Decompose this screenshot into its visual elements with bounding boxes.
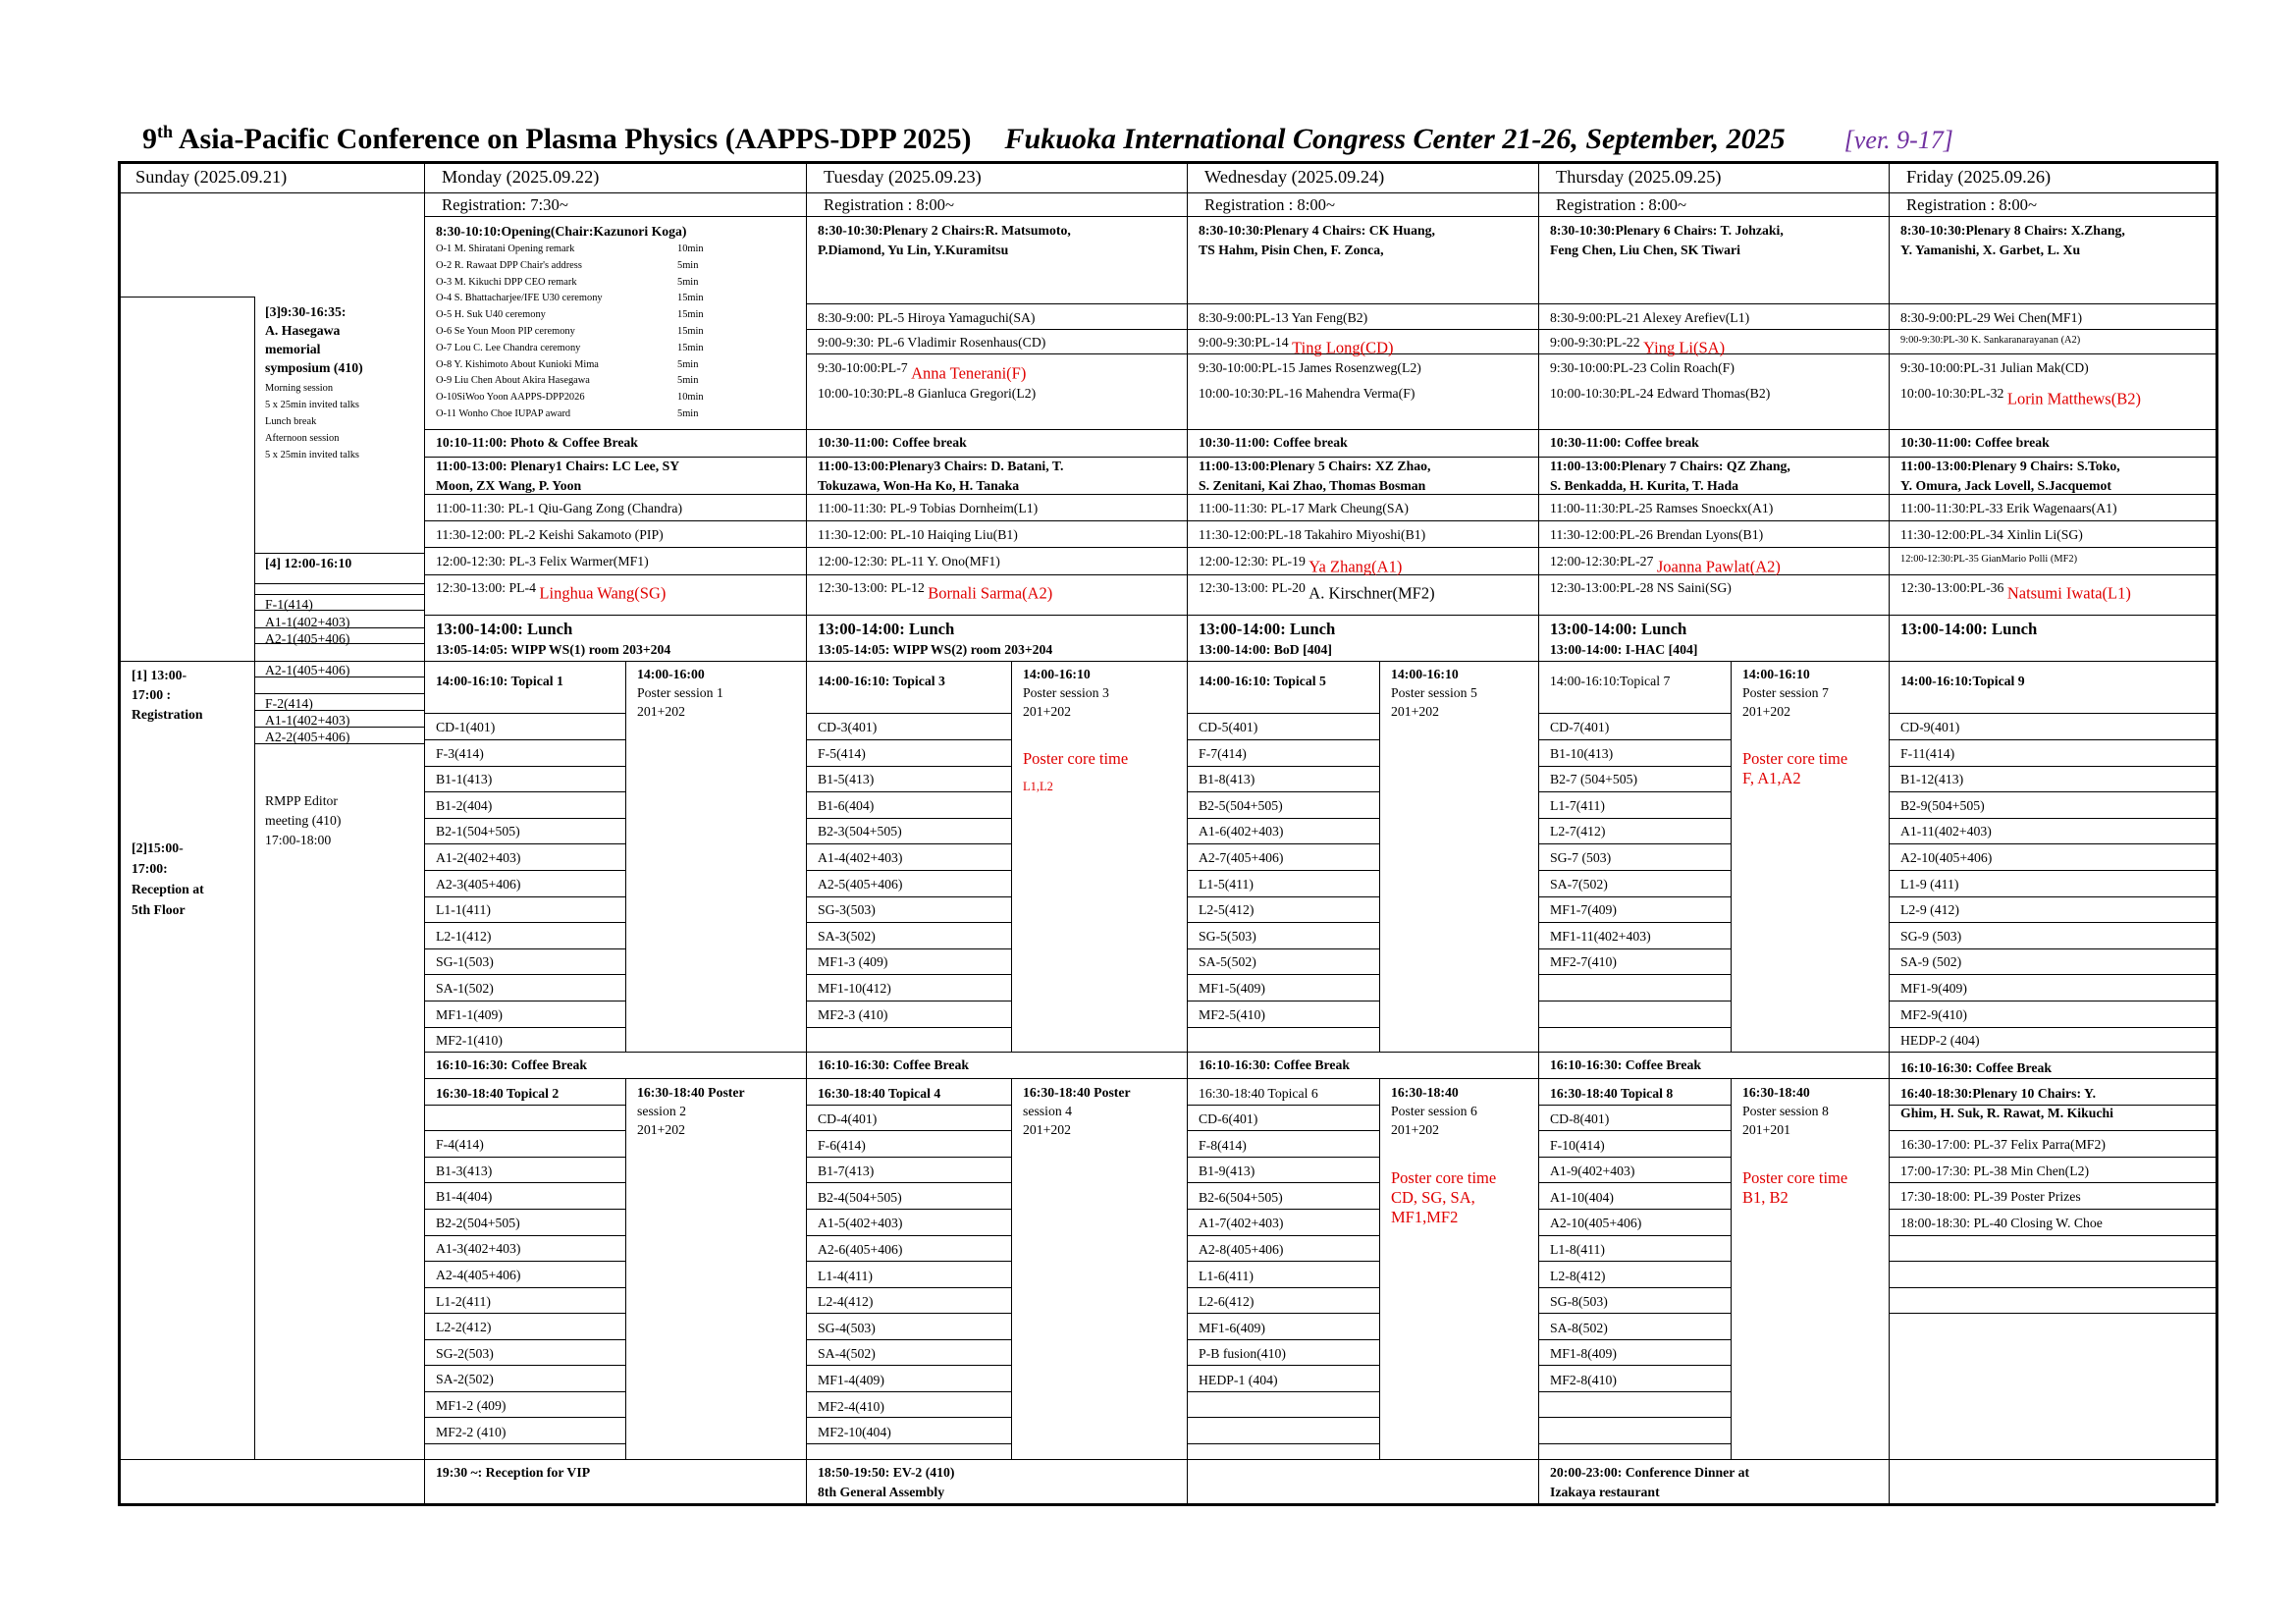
poster-core-time: Poster core time xyxy=(1742,749,1848,768)
session-room: HEDP-2 (404) xyxy=(1900,1033,1980,1049)
session-room: HEDP-1 (404) xyxy=(1199,1373,1278,1387)
symposium-note: Lunch break xyxy=(265,416,317,427)
plenary-talk: 8:30-9:00:PL-29 Wei Chen(MF1) xyxy=(1900,310,2083,325)
session-room: SG-9 (503) xyxy=(1900,928,1962,944)
sunday-reception: Reception at xyxy=(132,882,204,896)
session-room: F-3(414) xyxy=(436,745,484,761)
session-room: F-4(414) xyxy=(436,1137,484,1152)
opening-item-duration: 5min xyxy=(677,358,699,370)
session-room: SG-5(503) xyxy=(1199,928,1256,944)
session-room: B2-3(504+505) xyxy=(818,824,902,839)
opening-item-duration: 5min xyxy=(677,408,699,419)
poster-session: 14:00-16:10 xyxy=(1391,667,1459,681)
plenary-session: 11:00-13:00:Plenary 5 Chairs: XZ Zhao, xyxy=(1199,459,1431,473)
symposium-title: symposium (410) xyxy=(265,360,363,375)
opening-session: 8:30-10:10:Opening(Chair:Kazunori Koga) xyxy=(436,224,687,239)
poster-session: session 2 xyxy=(637,1104,687,1118)
plenary-session: P.Diamond, Yu Lin, Y.Kuramitsu xyxy=(818,243,1009,257)
opening-item: O-3 M. Kikuchi DPP CEO remark xyxy=(436,276,577,288)
session-room: MF1-8(409) xyxy=(1550,1346,1617,1362)
coffee-break: 10:30-11:00: Coffee break xyxy=(1550,435,1699,450)
plenary-session: 8:30-10:30:Plenary 6 Chairs: T. Johzaki, xyxy=(1550,223,1784,238)
session-room: B2-9(504+505) xyxy=(1900,797,1985,813)
session-room: B2-5(504+505) xyxy=(1199,797,1283,813)
plenary-talk: 9:00-9:30: PL-6 Vladimir Rosenhaus(CD) xyxy=(818,335,1046,350)
poster-session: 16:30-18:40 Poster xyxy=(637,1085,745,1100)
plenary-session: Y. Yamanishi, X. Garbet, L. Xu xyxy=(1900,243,2081,257)
plenary-talk: $^{9:00-9:30:PL-14}$ Ting Long(CD) xyxy=(1199,335,1394,357)
poster-core-time: Poster core time xyxy=(1742,1168,1848,1187)
sunday-block4: [4] 12:00-16:10 xyxy=(265,556,352,570)
session-room: MF1-10(412) xyxy=(818,981,891,996)
opening-item-duration: 15min xyxy=(677,309,704,321)
poster-session: Poster session 3 xyxy=(1023,685,1109,700)
session-room: A1-2(402+403) xyxy=(436,850,521,865)
session-room: MF2-4(410) xyxy=(818,1398,884,1414)
symposium-note: Afternoon session xyxy=(265,433,340,444)
plenary-session: 11:00-13:00:Plenary 7 Chairs: QZ Zhang, xyxy=(1550,459,1790,473)
sunday-room: A1-1(402+403) xyxy=(265,713,350,728)
session-room: SA-5(502) xyxy=(1199,954,1256,970)
poster-session: 14:00-16:00 xyxy=(637,667,705,681)
poster-session: 201+202 xyxy=(1742,704,1791,719)
session-room: L2-5(412) xyxy=(1199,902,1255,918)
poster-session: 201+202 xyxy=(1023,704,1072,719)
plenary-talk: 16:30-17:00: PL-37 Felix Parra(MF2) xyxy=(1900,1137,2106,1152)
session-room: B1-6(404) xyxy=(818,797,875,813)
rmpp-meeting: RMPP Editor xyxy=(265,793,338,808)
evening-event: $^{8th}$ $^{General Assembly}$ xyxy=(818,1485,945,1499)
poster-session: 201+202 xyxy=(1391,1122,1440,1137)
poster-core-time: CD, SG, SA, xyxy=(1391,1188,1475,1207)
poster-session: 201+202 xyxy=(1391,704,1440,719)
sunday-reception: 17:00: xyxy=(132,861,168,876)
symposium-title: memorial xyxy=(265,342,321,356)
evening-event: 20:00-23:00: Conference Dinner at xyxy=(1550,1465,1750,1480)
rmpp-meeting: 17:00-18:00 xyxy=(265,833,332,847)
poster-session: Poster session 6 xyxy=(1391,1104,1477,1118)
session-room: B2-4(504+505) xyxy=(818,1189,902,1205)
session-room: B1-10(413) xyxy=(1550,745,1614,761)
day-header: Monday (2025.09.22) xyxy=(442,167,600,187)
session-room: A2-8(405+406) xyxy=(1199,1242,1284,1257)
opening-item-duration: 15min xyxy=(677,293,704,304)
topical-session: 14:00-16:10: Topical 1 xyxy=(436,674,563,688)
coffee-break: 10:30-11:00: Coffee break xyxy=(1900,435,2050,450)
session-room: MF1-6(409) xyxy=(1199,1320,1265,1335)
registration-label: Registration : 8:00~ xyxy=(1906,195,2037,214)
session-room: L1-8(411) xyxy=(1550,1242,1606,1257)
session-room: A1-7(402+403) xyxy=(1199,1216,1284,1231)
plenary-session: 16:40-18:30:Plenary 10 Chairs: Y. xyxy=(1900,1086,2097,1101)
topical-session: 14:00-16:10:Topical 7 xyxy=(1550,674,1671,688)
symposium-note: Morning session xyxy=(265,383,334,394)
plenary-talk: 11:00-11:30: PL-9 Tobias Dornheim(L1) xyxy=(818,501,1039,515)
poster-core-time: B1, B2 xyxy=(1742,1188,1789,1207)
session-room: CD-3(401) xyxy=(818,720,878,734)
session-room: CD-9(401) xyxy=(1900,720,1960,734)
symposium-title: [3]9:30-16:35: xyxy=(265,304,347,319)
plenary-talk: 11:30-12:00: PL-2 Keishi Sakamoto (PIP) xyxy=(436,527,664,542)
opening-item: O-4 S. Bhattacharjee/IFE U30 ceremony xyxy=(436,293,603,304)
session-room: A1-4(402+403) xyxy=(818,850,903,865)
session-room: A2-5(405+406) xyxy=(818,876,903,892)
evening-event: 19:30 ~: Reception for VIP xyxy=(436,1465,591,1480)
session-room: F-11(414) xyxy=(1900,745,1955,761)
plenary-talk: 10:00-10:30:PL-16 Mahendra Verma(F) xyxy=(1199,386,1415,401)
session-room: L2-8(412) xyxy=(1550,1268,1606,1283)
coffee-break: 10:30-11:00: Coffee break xyxy=(1199,435,1348,450)
session-room: F-8(414) xyxy=(1199,1137,1247,1153)
opening-item: O-1 M. Shiratani Opening remark xyxy=(436,244,575,254)
session-room: F-6(414) xyxy=(818,1137,866,1153)
session-room: MF2-10(404) xyxy=(818,1425,891,1440)
plenary-session: S. Zenitani, Kai Zhao, Thomas Bosman xyxy=(1199,478,1426,493)
session-room: MF1-11(402+403) xyxy=(1550,928,1651,944)
lunch-workshop: 13:05-14:05: WIPP WS(2) room 203+204 xyxy=(818,642,1053,657)
session-room: MF1-2 (409) xyxy=(436,1398,507,1413)
poster-session: Poster session 8 xyxy=(1742,1104,1829,1118)
session-room: MF2-7(410) xyxy=(1550,954,1617,970)
poster-session: 14:00-16:10 xyxy=(1742,667,1810,681)
plenary-talk: 8:30-9:00:PL-13 Yan Feng(B2) xyxy=(1199,310,1368,325)
session-room: SA-7(502) xyxy=(1550,876,1608,892)
plenary-talk: 17:00-17:30: PL-38 Min Chen(L2) xyxy=(1900,1163,2090,1178)
opening-item: O-9 Liu Chen About Akira Hasegawa xyxy=(436,375,590,387)
session-room: SA-9 (502) xyxy=(1900,954,1962,970)
poster-session: Poster session 7 xyxy=(1742,685,1829,700)
poster-session: 16:30-18:40 xyxy=(1391,1085,1459,1100)
sunday-room: A2-2(405+406) xyxy=(265,730,350,744)
topical-session: 16:30-18:40 Topical 4 xyxy=(818,1086,941,1101)
opening-item-duration: 5min xyxy=(677,259,699,271)
session-room: SA-3(502) xyxy=(818,928,876,944)
poster-session: 201+201 xyxy=(1742,1122,1791,1137)
opening-item-duration: 5min xyxy=(677,375,699,387)
poster-session: 201+202 xyxy=(637,704,686,719)
plenary-talk: 11:00-11:30:PL-25 Ramses Snoeckx(A1) xyxy=(1550,501,1774,515)
session-room: MF1-3 (409) xyxy=(818,954,888,970)
plenary-session: Moon, ZX Wang, P. Yoon xyxy=(436,478,582,493)
coffee-break: 16:10-16:30: Coffee Break xyxy=(1900,1060,2053,1075)
coffee-break: 10:10-11:00: Photo & Coffee Break xyxy=(436,435,638,450)
sunday-reception: $^{5th}$ $^{Floor}$ xyxy=(132,902,186,917)
day-header: Friday (2025.09.26) xyxy=(1906,167,2052,187)
sunday-room: F-2(414) xyxy=(265,696,313,711)
plenary-session: TS Hahm, Pisin Chen, F. Zonca, xyxy=(1199,243,1384,257)
plenary-talk: 11:00-11:30: PL-17 Mark Cheung(SA) xyxy=(1199,501,1409,515)
rmpp-meeting: meeting (410) xyxy=(265,813,342,828)
sunday-room: A2-1(405+406) xyxy=(265,631,350,646)
sunday-reception: [2]15:00- xyxy=(132,840,184,855)
session-room: B1-5(413) xyxy=(818,772,875,787)
day-header: Thursday (2025.09.25) xyxy=(1556,167,1722,187)
plenary-session: 8:30-10:30:Plenary 8 Chairs: X.Zhang, xyxy=(1900,223,2125,238)
plenary-session: Tokuzawa, Won-Ha Ko, H. Tanaka xyxy=(818,478,1020,493)
plenary-talk: 12:00-12:30:PL-35 GianMario Polli (MF2) xyxy=(1900,554,2078,565)
session-room: F-5(414) xyxy=(818,745,866,761)
sunday-registration: 17:00 : xyxy=(132,687,172,702)
session-room: L1-2(411) xyxy=(436,1293,492,1309)
session-room: B1-7(413) xyxy=(818,1164,875,1179)
opening-item: O-8 Y. Kishimoto About Kunioki Mima xyxy=(436,358,599,370)
version-label: [ver. 9-17] xyxy=(1843,126,1953,154)
plenary-talk: 12:30-13:00:PL-28 NS Saini(SG) xyxy=(1550,580,1732,595)
session-room: L1-7(411) xyxy=(1550,797,1606,813)
coffee-break: 10:30-11:00: Coffee break xyxy=(818,435,967,450)
plenary-talk: 10:00-10:30:PL-8 Gianluca Gregori(L2) xyxy=(818,386,1037,401)
plenary-talk: 9:30-10:00:PL-15 James Rosenzweg(L2) xyxy=(1199,360,1421,375)
plenary-talk: 12:00-12:30: PL-3 Felix Warmer(MF1) xyxy=(436,554,649,568)
coffee-break: 16:10-16:30: Coffee Break xyxy=(1199,1057,1351,1072)
symposium-note: 5 x 25min invited talks xyxy=(265,400,359,410)
session-room: B1-8(413) xyxy=(1199,772,1255,787)
plenary-session: 11:00-13:00:Plenary 9 Chairs: S.Toko, xyxy=(1900,459,2120,473)
opening-item: O-5 H. Suk U40 ceremony xyxy=(436,309,546,321)
topical-session: 16:30-18:40 Topical 6 xyxy=(1199,1086,1318,1101)
plenary-talk: 9:30-10:00:PL-31 Julian Mak(CD) xyxy=(1900,360,2089,375)
session-room: L2-4(412) xyxy=(818,1294,874,1310)
session-room: CD-1(401) xyxy=(436,720,496,734)
session-room: L1-1(411) xyxy=(436,902,492,918)
day-header: Wednesday (2025.09.24) xyxy=(1204,167,1385,187)
topical-session: 14:00-16:10: Topical 5 xyxy=(1199,674,1326,688)
session-room: CD-7(401) xyxy=(1550,720,1610,734)
registration-label: Registration : 8:00~ xyxy=(824,195,954,214)
session-room: B1-2(404) xyxy=(436,797,493,813)
session-room: SA-1(502) xyxy=(436,981,494,996)
session-room: CD-4(401) xyxy=(818,1111,878,1126)
poster-session: Poster session 5 xyxy=(1391,685,1477,700)
poster-session: 201+202 xyxy=(637,1122,686,1137)
plenary-session: 11:00-13:00: Plenary1 Chairs: LC Lee, SY xyxy=(436,459,680,473)
plenary-talk: 11:30-12:00: PL-10 Haiqing Liu(B1) xyxy=(818,527,1018,542)
registration-label: Registration : 8:00~ xyxy=(1556,195,1686,214)
topical-session: 16:30-18:40 Topical 8 xyxy=(1550,1086,1674,1101)
plenary-talk: $^{12:30-13:00: PL-12}$ Bornali Sarma(A2) xyxy=(818,580,1053,603)
opening-item-duration: 10min xyxy=(677,244,704,254)
day-header: Sunday (2025.09.21) xyxy=(135,167,288,187)
poster-session: session 4 xyxy=(1023,1104,1073,1118)
sunday-registration: Registration xyxy=(132,707,203,722)
session-room: B1-4(404) xyxy=(436,1189,493,1205)
plenary-talk: $^{9:00-9:30:PL-22}$ Ying Li(SA) xyxy=(1550,335,1726,357)
session-room: MF2-1(410) xyxy=(436,1033,503,1049)
lunch-label: 13:00-14:00: Lunch xyxy=(1550,620,1687,638)
page-title: 9th Asia-Pacific Conference on Plasma Physics (AAPPS-DPP 2025) Fukuoka International Congress Center 21-26, September, 2025 [ver. 9-17] xyxy=(142,122,1953,155)
plenary-talk: 9:30-10:00:PL-23 Colin Roach(F) xyxy=(1550,360,1735,375)
poster-session: 16:30-18:40 Poster xyxy=(1023,1085,1131,1100)
session-room: CD-5(401) xyxy=(1199,720,1258,734)
session-room: SA-2(502) xyxy=(436,1372,494,1387)
opening-item-duration: 15min xyxy=(677,342,704,353)
session-room: SA-8(502) xyxy=(1550,1320,1608,1335)
session-room: CD-8(401) xyxy=(1550,1111,1610,1126)
session-room: SA-4(502) xyxy=(818,1346,876,1362)
session-room: L2-2(412) xyxy=(436,1320,492,1335)
session-room: MF1-1(409) xyxy=(436,1006,503,1022)
session-room: A1-3(402+403) xyxy=(436,1241,521,1257)
session-room: L2-6(412) xyxy=(1199,1294,1255,1310)
lunch-workshop: 13:00-14:00: BoD [404] xyxy=(1199,642,1332,657)
session-room: L1-6(411) xyxy=(1199,1268,1255,1283)
plenary-talk: 10:00-10:30:PL-24 Edward Thomas(B2) xyxy=(1550,386,1771,401)
plenary-session: 11:00-13:00:Plenary3 Chairs: D. Batani, T. xyxy=(818,459,1064,473)
evening-event: Izakaya restaurant xyxy=(1550,1485,1660,1499)
venue: Fukuoka International Congress Center 21-26, September, 2025 xyxy=(1004,123,1786,155)
opening-item-duration: 5min xyxy=(677,276,699,288)
session-room: B2-7 (504+505) xyxy=(1550,772,1638,787)
session-room: MF2-2 (410) xyxy=(436,1424,507,1439)
plenary-talk: 11:30-12:00:PL-34 Xinlin Li(SG) xyxy=(1900,527,2083,542)
session-room: F-10(414) xyxy=(1550,1137,1605,1153)
session-room: A2-4(405+406) xyxy=(436,1268,521,1282)
sunday-room: A2-1(405+406) xyxy=(265,663,350,677)
session-room: B1-12(413) xyxy=(1900,772,1964,787)
poster-session: Poster session 1 xyxy=(637,685,723,700)
plenary-session: Y. Omura, Jack Lovell, S.Jacquemot xyxy=(1900,478,2111,493)
session-room: F-7(414) xyxy=(1199,745,1247,761)
plenary-session: Ghim, H. Suk, R. Rawat, M. Kikuchi xyxy=(1900,1106,2113,1120)
lunch-label: 13:00-14:00: Lunch xyxy=(1199,620,1336,638)
opening-item: O-10SiWoo Yoon AAPPS-DPP2026 xyxy=(436,392,585,404)
session-room: B2-2(504+505) xyxy=(436,1215,520,1230)
evening-event: 18:50-19:50: EV-2 (410) xyxy=(818,1465,955,1480)
lunch-workshop: 13:00-14:00: I-HAC [404] xyxy=(1550,642,1698,657)
session-room: SG-1(503) xyxy=(436,954,494,970)
topical-session: 14:00-16:10: Topical 3 xyxy=(818,674,945,688)
symposium-title: A. Hasegawa xyxy=(265,323,341,338)
plenary-talk: 9:00-9:30:PL-30 K. Sankaranarayanan (A2) xyxy=(1900,335,2081,346)
plenary-talk: $^{12:30-13:00: PL-4}$ Linghua Wang(SG) xyxy=(436,580,667,603)
session-room: MF1-4(409) xyxy=(818,1373,884,1387)
registration-label: Registration : 8:00~ xyxy=(1204,195,1335,214)
sunday-room: F-1(414) xyxy=(265,597,313,612)
session-room: A1-9(402+403) xyxy=(1550,1164,1635,1179)
session-room: A2-10(405+406) xyxy=(1550,1216,1642,1231)
session-room: A2-6(405+406) xyxy=(818,1242,903,1257)
day-header: Tuesday (2025.09.23) xyxy=(824,167,982,187)
session-room: MF2-9(410) xyxy=(1900,1006,1967,1022)
session-room: SG-8(503) xyxy=(1550,1294,1608,1310)
session-room: MF2-3 (410) xyxy=(818,1006,888,1022)
session-room: MF2-8(410) xyxy=(1550,1373,1617,1387)
session-room: MF1-7(409) xyxy=(1550,902,1617,918)
plenary-talk: $^{12:30-13:00: PL-20}$ A. Kirschner(MF2) xyxy=(1199,580,1435,603)
opening-item-duration: 15min xyxy=(677,326,704,337)
topical-session: 16:30-18:40 Topical 2 xyxy=(436,1086,560,1101)
lunch-label: 13:00-14:00: Lunch xyxy=(1900,620,2038,638)
session-room: L1-5(411) xyxy=(1199,876,1255,892)
opening-item: O-11 Wonho Choe IUPAP award xyxy=(436,408,571,419)
sunday-registration: [1] 13:00- xyxy=(132,668,187,682)
session-room: MF1-9(409) xyxy=(1900,981,1967,996)
sunday-room: A1-1(402+403) xyxy=(265,615,350,629)
opening-item-duration: 10min xyxy=(677,392,704,404)
plenary-talk: 11:30-12:00:PL-18 Takahiro Miyoshi(B1) xyxy=(1199,527,1426,542)
poster-core-time: F, A1,A2 xyxy=(1742,769,1801,787)
session-room: A1-10(404) xyxy=(1550,1189,1614,1205)
poster-session: 201+202 xyxy=(1023,1122,1072,1137)
session-room: A1-6(402+403) xyxy=(1199,824,1284,839)
session-room: B1-9(413) xyxy=(1199,1164,1255,1179)
coffee-break: 16:10-16:30: Coffee Break xyxy=(818,1057,970,1072)
plenary-talk: 8:30-9:00: PL-5 Hiroya Yamaguchi(SA) xyxy=(818,310,1036,325)
session-room: L2-9 (412) xyxy=(1900,902,1959,918)
lunch-workshop: 13:05-14:05: WIPP WS(1) room 203+204 xyxy=(436,642,671,657)
session-room: B2-1(504+505) xyxy=(436,824,520,839)
poster-core-time: L1,L2 xyxy=(1023,780,1053,793)
session-room: L2-7(412) xyxy=(1550,824,1606,839)
plenary-talk: 8:30-9:00:PL-21 Alexey Arefiev(L1) xyxy=(1550,310,1750,325)
symposium-note: 5 x 25min invited talks xyxy=(265,450,359,460)
plenary-session: 8:30-10:30:Plenary 4 Chairs: CK Huang, xyxy=(1199,223,1435,238)
plenary-session: 8:30-10:30:Plenary 2 Chairs:R. Matsumoto, xyxy=(818,223,1071,238)
session-room: L1-4(411) xyxy=(818,1268,874,1283)
session-room: SG-3(503) xyxy=(818,902,876,918)
poster-core-time: MF1,MF2 xyxy=(1391,1208,1459,1226)
session-room: A1-5(402+403) xyxy=(818,1216,903,1231)
session-room: CD-6(401) xyxy=(1199,1111,1258,1126)
plenary-talk: $^{12:30-13:00:PL-36}$ Natsumi Iwata(L1) xyxy=(1900,580,2131,603)
session-room: L1-9 (411) xyxy=(1900,876,1959,892)
plenary-session: S. Benkadda, H. Kurita, T. Hada xyxy=(1550,478,1739,493)
session-room: B2-6(504+505) xyxy=(1199,1189,1283,1205)
plenary-talk: 18:00-18:30: PL-40 Closing W. Choe xyxy=(1900,1215,2103,1230)
topical-session: 14:00-16:10:Topical 9 xyxy=(1900,674,2025,688)
session-room: A2-7(405+406) xyxy=(1199,850,1284,865)
plenary-talk: 11:30-12:00:PL-26 Brendan Lyons(B1) xyxy=(1550,527,1764,542)
session-room: MF2-5(410) xyxy=(1199,1006,1265,1022)
plenary-talk: $^{12:00-12:30:PL-27}$ Joanna Pawlat(A2) xyxy=(1550,554,1781,576)
session-room: MF1-5(409) xyxy=(1199,981,1265,996)
session-room: A2-10(405+406) xyxy=(1900,850,1993,865)
session-room: B1-3(413) xyxy=(436,1163,493,1178)
plenary-talk: 11:00-11:30: PL-1 Qiu-Gang Zong (Chandra) xyxy=(436,501,683,515)
session-room: A1-11(402+403) xyxy=(1900,824,1992,839)
session-room: L2-1(412) xyxy=(436,928,492,944)
session-room: SG-4(503) xyxy=(818,1320,876,1335)
plenary-talk: 12:00-12:30: PL-11 Y. Ono(MF1) xyxy=(818,554,1000,568)
session-room: A2-3(405+406) xyxy=(436,876,521,892)
poster-core-time: Poster core time xyxy=(1023,749,1129,768)
session-room: SG-2(503) xyxy=(436,1345,494,1361)
plenary-session: Feng Chen, Liu Chen, SK Tiwari xyxy=(1550,243,1740,257)
session-room: B1-1(413) xyxy=(436,772,493,787)
lunch-label: 13:00-14:00: Lunch xyxy=(436,620,573,638)
opening-item: O-7 Lou C. Lee Chandra ceremony xyxy=(436,342,581,353)
session-room: SG-7 (503) xyxy=(1550,850,1612,865)
coffee-break: 16:10-16:30: Coffee Break xyxy=(436,1057,588,1072)
plenary-talk: 11:00-11:30:PL-33 Erik Wagenaars(A1) xyxy=(1900,501,2117,515)
opening-item: O-2 R. Rawaat DPP Chair's address xyxy=(436,259,582,271)
poster-session: 14:00-16:10 xyxy=(1023,667,1091,681)
registration-label: Registration: 7:30~ xyxy=(442,195,568,214)
poster-core-time: Poster core time xyxy=(1391,1168,1497,1187)
poster-session: 16:30-18:40 xyxy=(1742,1085,1810,1100)
opening-item: O-6 Se Youn Moon PIP ceremony xyxy=(436,326,575,337)
session-room: P-B fusion(410) xyxy=(1199,1346,1286,1362)
plenary-talk: $^{10:00-10:30:PL-32}$ Lorin Matthews(B2) xyxy=(1900,386,2141,408)
coffee-break: 16:10-16:30: Coffee Break xyxy=(1550,1057,1702,1072)
lunch-label: 13:00-14:00: Lunch xyxy=(818,620,955,638)
plenary-talk: 17:30-18:00: PL-39 Poster Prizes xyxy=(1900,1189,2081,1205)
plenary-talk: $^{9:30-10:00:PL-7}$ Anna Tenerani(F) xyxy=(818,360,1027,383)
plenary-talk: $^{12:00-12:30: PL-19}$ Ya Zhang(A1) xyxy=(1199,554,1403,576)
